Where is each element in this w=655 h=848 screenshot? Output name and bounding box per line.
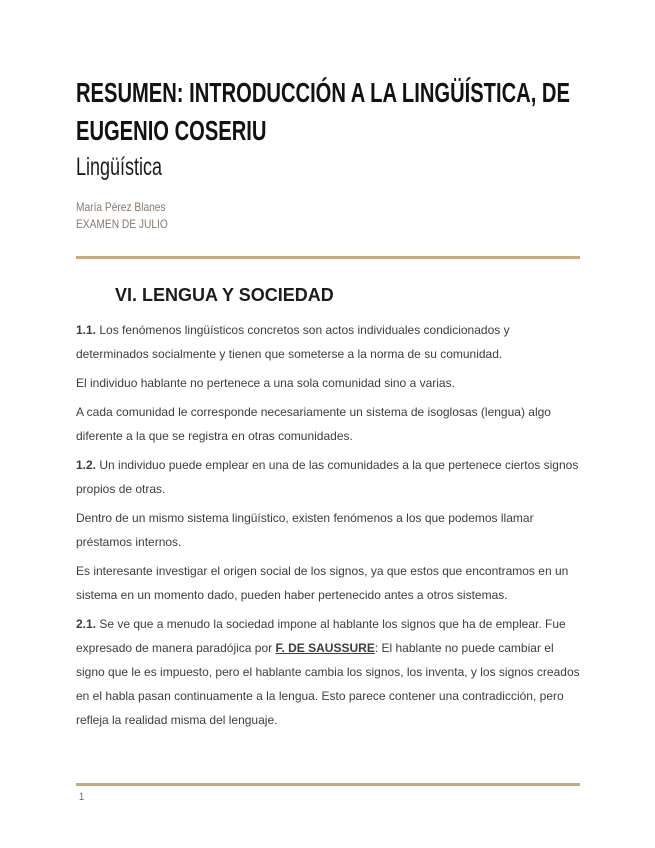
- paragraph-text: : El hablante no puede cambiar el signo que le es impuesto, pero el hablante cambia los signos, los inventa, y los signos creados en el habla pasan continuamente a la lengua. Esto parece contener una contradicción, pero refleja la realidad misma del lenguaje.: [76, 641, 580, 727]
- paragraph-text: Un individuo puede emplear en una de las comunidades a la que pertenece ciertos signos propios de otras.: [76, 458, 579, 496]
- page-number: 1: [79, 791, 85, 803]
- paragraph-text: Dentro de un mismo sistema lingüístico, existen fenómenos a los que podemos llamar préstamos internos.: [76, 511, 534, 549]
- paragraph: [76, 506, 580, 554]
- paragraph: [76, 371, 580, 395]
- title-line-2: EUGENIO COSERIU: [76, 115, 267, 146]
- exam-label: EXAMEN DE JULIO: [76, 217, 168, 231]
- title-line-1: RESUMEN: INTRODUCCIÓN A LA LINGÜÍSTICA, DE: [76, 77, 570, 108]
- paragraph-emphasis: 2.1.: [76, 617, 97, 631]
- document-subtitle: Lingüística: [76, 153, 163, 181]
- content-column: [76, 74, 580, 732]
- paragraph: [76, 559, 580, 607]
- paragraph: [76, 318, 580, 366]
- paragraph-text: Es interesante investigar el origen social de los signos, ya que estos que encontramos en un sistema en un momento dado, pueden haber pertenecido antes a otros sistemas.: [76, 564, 569, 602]
- footer-divider: [76, 783, 580, 786]
- paragraph-emphasis: F. DE SAUSSURE: [275, 641, 375, 655]
- paragraph-emphasis: 1.1.: [76, 323, 97, 337]
- document-header: [76, 74, 580, 259]
- paragraph: [76, 453, 580, 501]
- paragraph: [76, 400, 580, 448]
- document-footer: [76, 783, 580, 804]
- section-heading: VI. LENGUA Y SOCIEDAD: [115, 285, 334, 305]
- header-divider: [76, 256, 580, 259]
- paragraph-text: Se ve que a menudo la sociedad impone al hablante los signos que ha de emplear. Fue expresado de manera paradójica por: [76, 617, 566, 655]
- paragraph-text: El individuo hablante no pertenece a una sola comunidad sino a varias.: [76, 376, 455, 390]
- author-name: María Pérez Blanes: [76, 200, 166, 214]
- paragraph-list: [76, 318, 580, 732]
- paragraph: [76, 612, 580, 732]
- paragraph-text: A cada comunidad le corresponde necesariamente un sistema de isoglosas (lengua) algo diferente a la que se registra en otras comunidades.: [76, 405, 551, 443]
- document-body: [76, 285, 580, 732]
- paragraph-text: Los fenómenos lingüísticos concretos son actos individuales condicionados y determinados socialmente y tienen que someterse a la norma de su comunidad.: [76, 323, 510, 361]
- document-title: [76, 74, 580, 150]
- author-block: [76, 199, 580, 233]
- paragraph-emphasis: 1.2.: [76, 458, 97, 472]
